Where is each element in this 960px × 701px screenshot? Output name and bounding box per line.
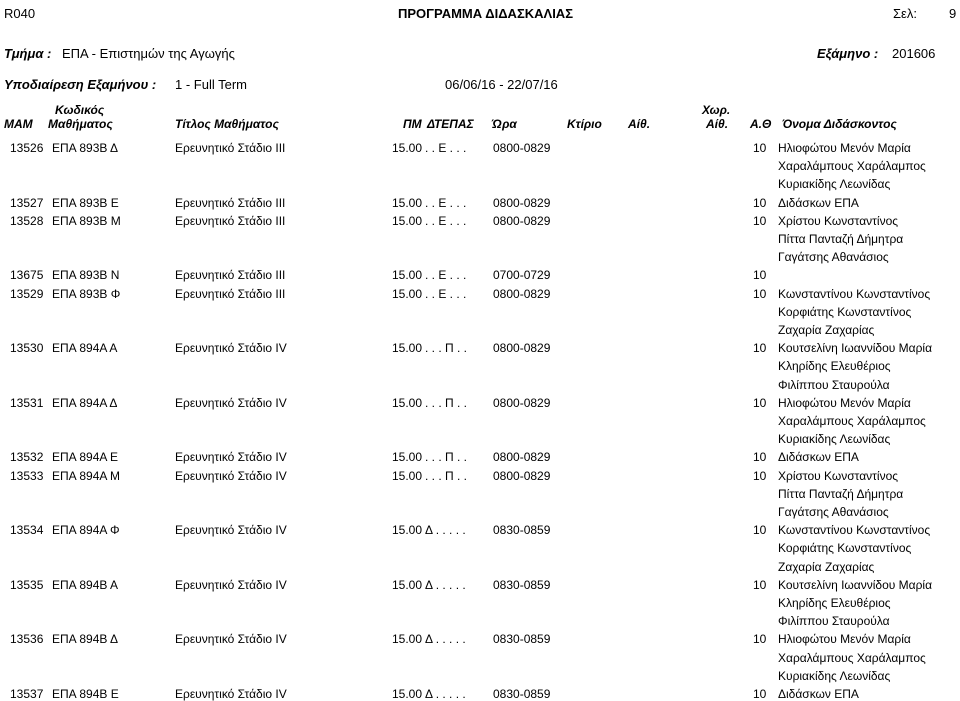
cell-instructor: Χρίστου Κωνσταντίνος <box>778 468 899 483</box>
cell-mam: 13675 <box>10 268 44 283</box>
cell-title: Ερευνητικό Στάδιο ΙV <box>175 632 287 647</box>
cell-hour: 0830-0859 <box>493 632 551 647</box>
cell-title: Ερευνητικό Στάδιο ΙV <box>175 577 287 592</box>
cell-days: . . Ε . . . <box>425 213 467 228</box>
cell-hour: 0800-0829 <box>493 213 551 228</box>
cell-days: . . . Π . . <box>425 395 468 410</box>
cell-days: . . Ε . . . <box>425 286 467 301</box>
cell-days: . . Ε . . . <box>425 141 467 155</box>
cell-days: . . . Π . . <box>425 468 468 483</box>
cell-hour: 0800-0829 <box>493 468 551 483</box>
cell-instructor: Ζαχαρία Ζαχαρίας <box>778 559 875 574</box>
cell-title: Ερευνητικό Στάδιο ΙΙΙ <box>175 286 286 301</box>
cell-hour: 0800-0829 <box>493 195 551 210</box>
cell-code: ΕΠΑ 893Β Μ <box>52 213 121 228</box>
col-title: Τίτλος Μαθήματος <box>175 117 279 131</box>
cell-instructor: Κληρίδης Ελευθέριος <box>778 596 891 610</box>
cell-code: ΕΠΑ 893Β Δ <box>52 141 119 155</box>
cell-days: . . . Π . . <box>425 450 468 465</box>
cell-capacity: 10 <box>753 195 767 210</box>
semester-value: 201606 <box>892 46 936 61</box>
cell-instructor: Κωνσταντίνου Κωνσταντίνος <box>778 286 931 301</box>
cell-instructor: Γαγάτσης Αθανάσιος <box>778 250 889 265</box>
cell-instructor: Φιλίππου Σταυρούλα <box>778 614 890 629</box>
cell-hour: 0800-0829 <box>493 141 551 155</box>
cell-hour: 0800-0829 <box>493 341 551 356</box>
dept-label: Τμήμα : <box>4 46 52 61</box>
cell-mam: 13537 <box>10 687 44 701</box>
col-code-bottom: Μαθήματος <box>48 117 113 131</box>
cell-capacity: 10 <box>753 286 767 301</box>
cell-code: ΕΠΑ 894Β Δ <box>52 632 119 647</box>
cell-instructor: Χαραλάμπους Χαράλαμπος <box>778 414 926 428</box>
cell-days: . . Ε . . . <box>425 195 467 210</box>
cell-instructor: Κωνσταντίνου Κωνσταντίνος <box>778 523 931 538</box>
cell-mam: 13535 <box>10 577 44 592</box>
cell-days: Δ . . . . . <box>425 523 466 538</box>
cell-code: ΕΠΑ 893Β Ν <box>52 268 120 283</box>
cell-title: Ερευνητικό Στάδιο ΙV <box>175 341 287 356</box>
cell-instructor: Φιλίππου Σταυρούλα <box>778 377 890 392</box>
cell-capacity: 10 <box>753 341 767 356</box>
cell-instructor: Χαραλάμπους Χαράλαμπος <box>778 650 926 665</box>
cell-pm: 15.00 <box>392 141 423 155</box>
cell-instructor: Γαγάτσης Αθανάσιος <box>778 505 889 519</box>
col-instructor: Όνομα Διδάσκοντος <box>782 117 897 131</box>
cell-instructor: Κυριακίδης Λεωνίδας <box>778 432 891 447</box>
subdivision-label: Υποδιαίρεση Εξαμήνου : <box>4 77 157 92</box>
cell-pm: 15.00 <box>392 195 423 210</box>
cell-instructor: Κυριακίδης Λεωνίδας <box>778 177 891 192</box>
report-code: R040 <box>4 6 36 21</box>
cell-instructor: Χαραλάμπους Χαράλαμπος <box>778 159 926 174</box>
cell-capacity: 10 <box>753 395 767 410</box>
cell-instructor: Ηλιοφώτου Μενόν Μαρία <box>778 141 911 155</box>
cell-hour: 0800-0829 <box>493 395 551 410</box>
col-at: Α.Θ <box>750 117 772 131</box>
cell-pm: 15.00 <box>392 687 423 701</box>
page-number: 9 <box>949 6 957 21</box>
cell-capacity: 10 <box>753 213 767 228</box>
page-label: Σελ: <box>893 6 917 21</box>
cell-code: ΕΠΑ 894Α Φ <box>52 523 120 538</box>
cell-capacity: 10 <box>753 632 767 647</box>
col-building: Κτίριο <box>567 117 602 131</box>
subdivision-value: 1 - Full Term <box>175 77 247 92</box>
cell-mam: 13529 <box>10 286 44 301</box>
col-days: ΔΤΕΠΑΣ <box>427 117 474 131</box>
cell-title: Ερευνητικό Στάδιο ΙΙΙ <box>175 213 286 228</box>
cell-code: ΕΠΑ 893Β Φ <box>52 286 121 301</box>
cell-pm: 15.00 <box>392 632 423 647</box>
cell-mam: 13536 <box>10 632 44 647</box>
col-mam: ΜΑΜ <box>4 117 33 131</box>
cell-instructor: Χρίστου Κωνσταντίνος <box>778 213 899 228</box>
cell-mam: 13532 <box>10 450 44 465</box>
cell-capacity: 10 <box>753 141 767 155</box>
cell-instructor: Ηλιοφώτου Μενόν Μαρία <box>778 632 911 647</box>
dept-value: ΕΠΑ - Επιστημών της Αγωγής <box>62 46 235 61</box>
cell-instructor: Διδάσκων ΕΠΑ <box>778 450 859 465</box>
cell-days: . . Ε . . . <box>425 268 467 283</box>
cell-instructor: Ηλιοφώτου Μενόν Μαρία <box>778 395 911 410</box>
col-room: Αίθ. <box>628 117 651 131</box>
cell-mam: 13526 <box>10 141 44 155</box>
cell-hour: 0800-0829 <box>493 286 551 301</box>
cell-title: Ερευνητικό Στάδιο ΙΙΙ <box>175 268 286 283</box>
cell-instructor: Κουτσελίνη Ιωαννίδου Μαρία <box>778 341 933 356</box>
col-pm: ΠΜ <box>403 117 422 131</box>
col-code-top: Κωδικός <box>55 103 105 117</box>
cell-instructor: Πίττα Πανταζή Δήμητρα <box>778 232 904 246</box>
cell-mam: 13531 <box>10 395 44 410</box>
cell-days: Δ . . . . . <box>425 577 466 592</box>
cell-title: Ερευνητικό Στάδιο ΙV <box>175 450 287 465</box>
cell-instructor: Πίττα Πανταζή Δήμητρα <box>778 486 904 501</box>
cell-capacity: 10 <box>753 268 767 283</box>
cell-mam: 13527 <box>10 195 44 210</box>
cell-code: ΕΠΑ 894Α Δ <box>52 395 118 410</box>
cell-title: Ερευνητικό Στάδιο ΙV <box>175 468 287 483</box>
cell-title: Ερευνητικό Στάδιο ΙV <box>175 395 287 410</box>
cell-pm: 15.00 <box>392 268 423 283</box>
cell-code: ΕΠΑ 894Α Μ <box>52 468 121 483</box>
cell-days: Δ . . . . . <box>425 687 466 701</box>
cell-hour: 0830-0859 <box>493 577 551 592</box>
cell-hour: 0700-0729 <box>493 268 551 283</box>
cell-title: Ερευνητικό Στάδιο ΙV <box>175 687 287 701</box>
cell-mam: 13528 <box>10 213 44 228</box>
report-title: ΠΡΟΓΡΑΜΜΑ ΔΙΔΑΣΚΑΛΙΑΣ <box>398 6 573 21</box>
cell-capacity: 10 <box>753 687 767 701</box>
cell-capacity: 10 <box>753 450 767 465</box>
cell-instructor: Ζαχαρία Ζαχαρίας <box>778 323 875 337</box>
cell-instructor: Διδάσκων ΕΠΑ <box>778 687 859 701</box>
cell-instructor: Κορφιάτης Κωνσταντίνος <box>778 304 912 319</box>
cell-mam: 13530 <box>10 341 44 356</box>
cell-code: ΕΠΑ 894Β Α <box>52 577 119 592</box>
cell-title: Ερευνητικό Στάδιο ΙΙΙ <box>175 195 286 210</box>
cell-capacity: 10 <box>753 468 767 483</box>
cell-pm: 15.00 <box>392 286 423 301</box>
cell-capacity: 10 <box>753 523 767 538</box>
cell-instructor: Κληρίδης Ελευθέριος <box>778 359 891 374</box>
cell-title: Ερευνητικό Στάδιο ΙΙΙ <box>175 141 286 155</box>
cell-pm: 15.00 <box>392 450 423 465</box>
cell-days: Δ . . . . . <box>425 632 466 647</box>
cell-code: ΕΠΑ 893Β Ε <box>52 195 119 210</box>
cell-instructor: Διδάσκων ΕΠΑ <box>778 195 859 210</box>
cell-hour: 0830-0859 <box>493 523 551 538</box>
cell-instructor: Κορφιάτης Κωνσταντίνος <box>778 541 912 556</box>
cell-instructor: Κουτσελίνη Ιωαννίδου Μαρία <box>778 577 933 592</box>
cell-mam: 13533 <box>10 468 44 483</box>
cell-pm: 15.00 <box>392 341 423 356</box>
col-cap-top: Χωρ. <box>702 103 731 117</box>
cell-pm: 15.00 <box>392 213 423 228</box>
col-hour: Ώρα <box>492 117 517 131</box>
cell-code: ΕΠΑ 894Β Ε <box>52 687 119 701</box>
cell-mam: 13534 <box>10 523 44 538</box>
cell-capacity: 10 <box>753 577 767 592</box>
cell-days: . . . Π . . <box>425 341 468 356</box>
cell-code: ΕΠΑ 894Α Α <box>52 341 118 356</box>
cell-pm: 15.00 <box>392 468 423 483</box>
term-dates: 06/06/16 - 22/07/16 <box>445 77 558 92</box>
cell-instructor: Κυριακίδης Λεωνίδας <box>778 668 891 683</box>
cell-code: ΕΠΑ 894Α Ε <box>52 450 119 465</box>
cell-pm: 15.00 <box>392 395 423 410</box>
cell-hour: 0800-0829 <box>493 450 551 465</box>
semester-label: Εξάμηνο : <box>817 46 879 61</box>
col-cap-bottom: Αίθ. <box>706 117 729 131</box>
cell-pm: 15.00 <box>392 523 423 538</box>
cell-title: Ερευνητικό Στάδιο ΙV <box>175 523 287 538</box>
cell-hour: 0830-0859 <box>493 687 551 701</box>
cell-pm: 15.00 <box>392 577 423 592</box>
